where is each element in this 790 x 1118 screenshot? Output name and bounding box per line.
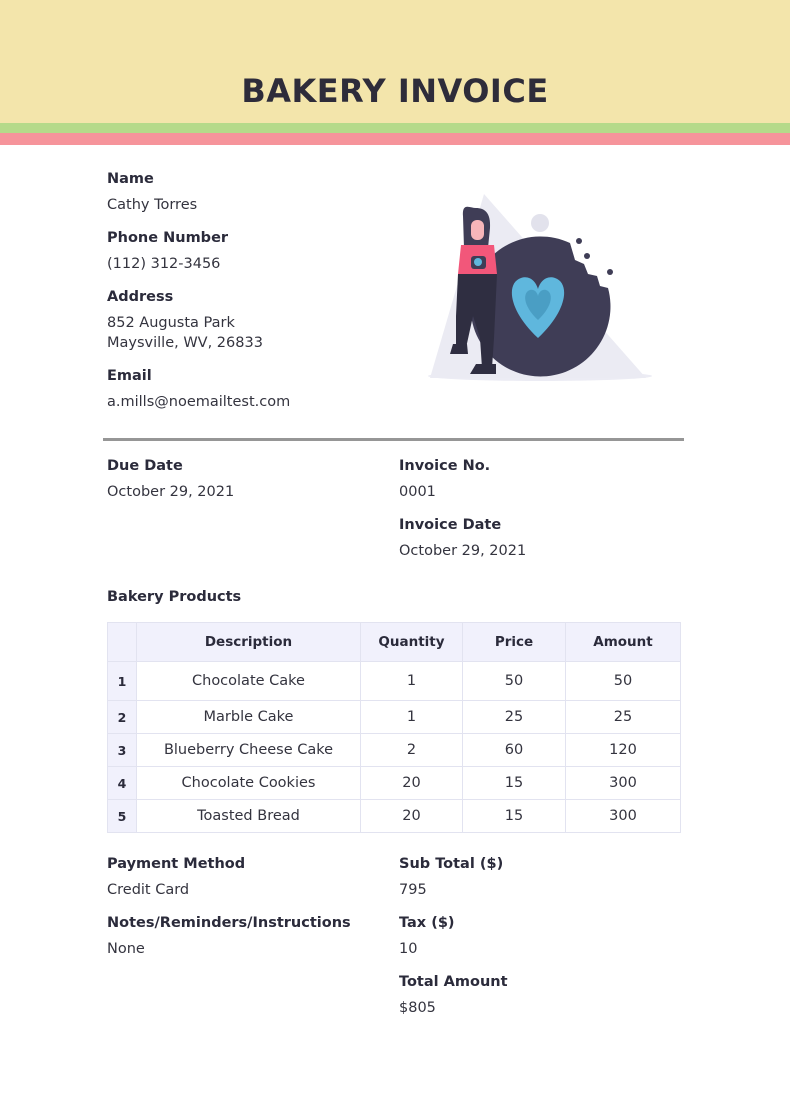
row-amount: 300 <box>566 767 681 800</box>
subtotal-value: 795 <box>399 882 427 898</box>
notes-label: Notes/Reminders/Instructions <box>107 915 351 931</box>
bakery-illustration <box>420 188 660 388</box>
invoice-number-label: Invoice No. <box>399 458 491 474</box>
table-row <box>108 662 681 701</box>
invoice-number: 0001 <box>399 484 436 500</box>
row-description: Marble Cake <box>137 701 361 734</box>
row-price: 15 <box>463 767 566 800</box>
row-quantity: 2 <box>361 734 463 767</box>
row-quantity: 1 <box>361 701 463 734</box>
address-label: Address <box>107 289 174 305</box>
table-row <box>108 800 681 833</box>
total-amount-value: $805 <box>399 1000 436 1016</box>
row-quantity: 20 <box>361 800 463 833</box>
total-amount-label: Total Amount <box>399 974 508 990</box>
products-section-title: Bakery Products <box>107 589 242 605</box>
row-amount: 120 <box>566 734 681 767</box>
email-label: Email <box>107 368 152 384</box>
phone-label: Phone Number <box>107 230 229 246</box>
section-divider <box>103 438 684 441</box>
table-row <box>108 734 681 767</box>
row-number: 3 <box>108 734 137 767</box>
row-number: 4 <box>108 767 137 800</box>
due-date: October 29, 2021 <box>107 484 235 500</box>
payment-method: Credit Card <box>107 882 190 898</box>
address-line1: 852 Augusta Park <box>107 315 235 331</box>
subtotal-label: Sub Total ($) <box>399 856 504 872</box>
header-stripe-green <box>0 123 790 133</box>
row-description: Toasted Bread <box>137 800 361 833</box>
invoice-date-label: Invoice Date <box>399 517 502 533</box>
row-price: 60 <box>463 734 566 767</box>
table-row <box>108 701 681 734</box>
row-description: Chocolate Cake <box>137 662 361 701</box>
row-number: 2 <box>108 701 137 734</box>
row-amount: 50 <box>566 662 681 701</box>
row-price: 15 <box>463 800 566 833</box>
row-quantity: 1 <box>361 662 463 701</box>
woman-with-cookie-icon <box>420 188 660 388</box>
column-header-quantity: Quantity <box>361 623 463 662</box>
customer-phone: (112) 312-3456 <box>107 256 221 272</box>
row-amount: 25 <box>566 701 681 734</box>
tax-value: 10 <box>399 941 418 957</box>
row-price: 50 <box>463 662 566 701</box>
row-quantity: 20 <box>361 767 463 800</box>
column-header-number <box>108 623 137 662</box>
column-header-description: Description <box>137 623 361 662</box>
payment-method-label: Payment Method <box>107 856 246 872</box>
row-description: Blueberry Cheese Cake <box>137 734 361 767</box>
row-number: 5 <box>108 800 137 833</box>
invoice-title: BAKERY INVOICE <box>241 72 549 110</box>
column-header-amount: Amount <box>566 623 681 662</box>
notes-value: None <box>107 941 145 957</box>
tax-label: Tax ($) <box>399 915 455 931</box>
table-header-row <box>108 623 681 662</box>
row-amount: 300 <box>566 800 681 833</box>
invoice-date: October 29, 2021 <box>399 543 527 559</box>
row-description: Chocolate Cookies <box>137 767 361 800</box>
row-price: 25 <box>463 701 566 734</box>
name-label: Name <box>107 171 154 187</box>
products-table <box>107 622 681 833</box>
header-stripe-pink <box>0 133 790 145</box>
table-row <box>108 767 681 800</box>
address-line2: Maysville, WV, 26833 <box>107 335 263 351</box>
header-banner <box>0 0 790 123</box>
customer-name: Cathy Torres <box>107 197 198 213</box>
customer-email: a.mills@noemailtest.com <box>107 394 291 410</box>
column-header-price: Price <box>463 623 566 662</box>
due-date-label: Due Date <box>107 458 183 474</box>
row-number: 1 <box>108 662 137 701</box>
